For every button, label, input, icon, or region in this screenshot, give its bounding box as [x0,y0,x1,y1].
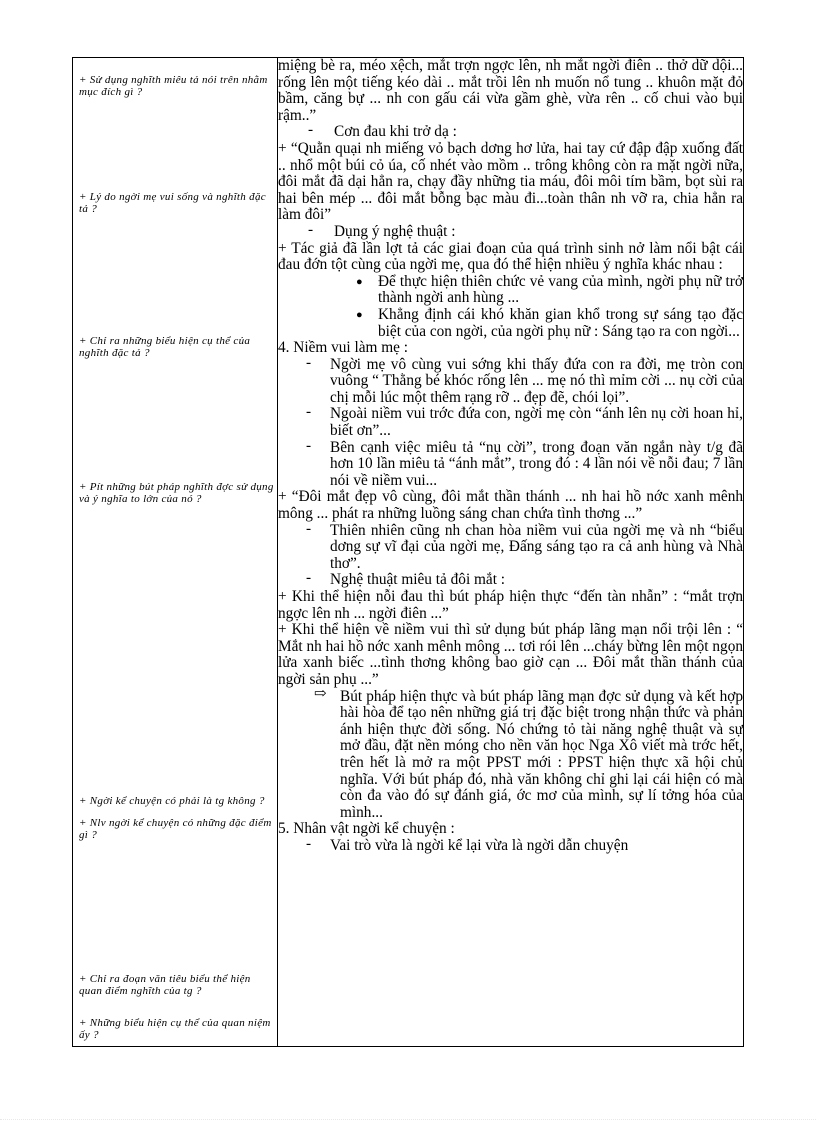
paragraph-realism: + Khi thể hiện nỗi đau thì bút pháp hiện thực “đến tàn nhẫn” : “mắt trợn ngợc lên nh ... ngời điên ...” [278,588,743,622]
paragraph-eyes-quote: + “Đôi mắt đẹp vô cùng, đôi mắt thần thánh ... nh hai hồ nớc xanh mênh mông ... phát ra những luồng sáng chan chứa tình thơng ...” [278,488,743,523]
heading-labor-pain: - Cơn đau khi trở dạ : [278,124,743,141]
paragraph-romanticism: + Khi thể hiện về niềm vui thì sử dụng bút pháp lãng mạn nổi trội lên : “ Mắt nh hai hồ nớc xanh mênh mông ... tơi rói lên ...cháy bừng lên một ngọn lửa xanh biếc ...tình thơng không bao giờ cạn ... Đôi mắt thần thánh của ngời sản phụ ...” [278,621,743,688]
page-bottom-divider [0,1119,816,1120]
question-4: + Pít những bút pháp nghĩth đợc sử dụng và ý nghĩa to lớn của nó ? [79,481,274,505]
paragraph-artistic-intent: + Tác giả đã lần lợt tả các giai đoạn của quá trình sinh nở làm nổi bật cái đau đớn tột cùng của ngời mẹ, qua đó thể hiện nhiều ý nghĩa khác nhau : [278,239,743,274]
section-5-heading: 5. Nhân vật ngời kể chuyện : [278,820,455,838]
bullet-creation-hardship: ● Khẳng định cái khó khăn gian khổ trong sự sáng tạo đặc biệt của con ngời, của ngời phụ nữ : Sáng tạo ra con ngời... [278,307,743,340]
heading-artistic-intent: - Dụng ý nghệ thuật : [278,224,743,241]
question-7: + Chỉ ra đoạn văn tiêu biểu thể hiện quan điểm nghĩth của tg ? [79,973,251,997]
dash-item-eyes-count: - Bên cạnh việc miêu tả “nụ cời”, trong đoạn văn ngắn này t/g đã hơn 10 lần miêu tả “ánh mắt”, trong đó : 4 lần nói về nỗi đau; 7 lần nói về niềm vui... [278,440,743,490]
dash-item-narrator-role: - Vai trò vừa là ngời kể lại vừa là ngời dẫn chuyện [278,838,743,855]
dash-item-gratitude: - Ngoài niềm vui trớc đứa con, ngời mẹ còn “ánh lên nụ cời hoan hỉ, biết ơn”... [278,406,743,439]
paragraph-labor-description: miệng bè ra, méo xệch, mắt trợn ngợc lên, nh mắt ngời điên .. thở dữ dội... rống lên một tiếng kéo dài .. mắt trồi lên nh muốn nổ tung .. khuôn mặt đỏ bầm, căng bự ... nh con gấu cái vừa gầm ghè, vừa rên .. cố chui vào bụi rậm..” [278,57,743,124]
arrow-conclusion: ⇨ Bút pháp hiện thực và bút pháp lãng mạn đợc sử dụng và kết hợp hài hòa để tạo nên những giá trị đặc biệt trong nhận thức và phản ánh hiện thực đời sống. Nó chứng tỏ tài năng nghệ thuật và sự mở đầu, đặt nền móng cho nền văn học Nga Xô viết mà trớc hết, trên hết là mở ra một PPST mới : PPST hiện thực xã hội chủ nghĩa. Với bút pháp đó, nhà văn không chỉ ghi lại cái hiện có mà còn đa vào đó sự đánh giá, ớc mơ của mình, sự lí tởng hóa của mình... [278,689,743,822]
question-2: + Lý do ngời mẹ vui sống và nghĩth đặc tả ? [79,191,266,215]
question-1: + Sử dụng nghĩth miêu tả nói trên nhằm mục đích gì ? [79,74,268,98]
content-body [278,58,743,855]
content-column [278,58,744,1047]
section-4-heading: 4. Niềm vui làm mẹ : [278,339,409,357]
question-3: + Chỉ ra những biểu hiện cụ thể của nghĩth đặc tả ? [79,335,251,359]
dash-item-mother-joy: - Ngời mẹ vô cùng vui sớng khi thấy đứa con ra đời, mẹ tròn con vuông “ Thằng bé khóc rống lên ... mẹ nó thì mỉm cời ... nụ cời của chị mỗi lúc một thêm rạng rỡ .. đẹp đẽ, chói lọi”. [278,357,743,407]
table-row [73,58,744,1047]
dash-item-eyes-art: - Nghệ thuật miêu tả đôi mắt : [278,572,743,589]
question-6: + Nlv ngời kể chuyện có những đặc điểm gì ? [79,817,272,841]
question-5: + Ngời kể chuyện có phải là tg không ? [79,795,265,807]
bullet-heroic-mother: ● Để thực hiện thiên chức vẻ vang của mình, ngời phụ nữ trở thành ngời anh hùng ... [278,274,743,307]
question-8: + Những biểu hiện cụ thể của quan niệm ấy ? [79,1017,271,1041]
lesson-table [72,57,744,1047]
dash-item-nature-joy: - Thiên nhiên cũng nh chan hòa niềm vui của ngời mẹ và nh “biểu dơng sự vĩ đại của ngời mẹ, Đấng sáng tạo ra cả anh hùng và Nhà thơ”. [278,523,743,573]
paragraph-labor-pain-quote: + “Quằn quại nh miếng vỏ bạch dơng hơ lửa, hai tay cứ đập đập xuống đất .. nhổ một búi cỏ úa, cố nhét vào mồm .. trông không còn ra mặt ngời nữa, đôi mắt đã dại hẳn ra, chạy đầy những tia máu, đôi môi tím bầm, bọt sùi ra hai bên mép ... đôi mắt bỗng bạc màu đi...toàn thân nh vỡ ra, chia hẳn ra làm đôi” [278,139,743,224]
questions-column [73,58,278,1047]
